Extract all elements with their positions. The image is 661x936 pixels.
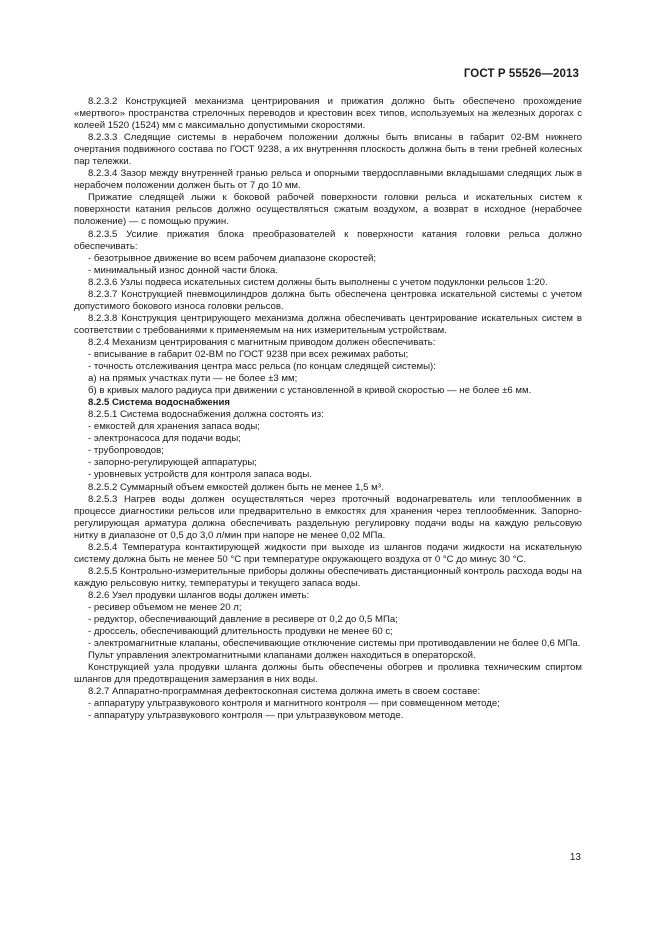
paragraph: - точность отслеживания центра масс рельса (по концам следящей системы): — [88, 361, 436, 373]
paragraph: 8.2.4 Механизм центрирования с магнитным приводом должен обеспечивать: — [88, 336, 436, 348]
paragraph: 8.2.7 Аппаратно-программная дефектоскопная система должна иметь в своем составе: — [88, 686, 481, 698]
paragraph: Прижатие следящей лыжи к боковой рабочей поверхности головки рельса и искательных систем к поверхности катания рельсов должно осуществляться сжатым воздухом, а возврат в исходное (нерабочее положение) — с помощью пружин. — [74, 192, 582, 228]
document-body — [74, 96, 582, 722]
page-header-title: ГОСТ Р 55526—2013 — [463, 68, 579, 80]
paragraph: 8.2.3.2 Конструкцией механизма центрирования и прижатия должно быть обеспечено прохождение «мертвого» пространства стрелочных переводов и крестовин всех типов, используемых на железных дорогах с колеей 1520 (1524) мм с максимально допустимыми скоростями. — [74, 96, 582, 132]
page-number: 13 — [569, 852, 581, 863]
paragraph: - ресивер объемом не менее 20 л; — [88, 601, 242, 613]
paragraph: б) в кривых малого радиуса при движении с установленной в кривой скоростью — не более ±6 мм. — [88, 385, 532, 397]
paragraph: - минимальный износ донной части блока. — [88, 264, 279, 276]
paragraph: - емкостей для хранения запаса воды; — [88, 421, 260, 433]
paragraph: 8.2.5.4 Температура контактирующей жидкости при выходе из шлангов подачи жидкости на искательную систему должна быть не менее 50 °С при температуре окружающего воздуха от 0 °С до минус 30 °С. — [74, 541, 582, 565]
paragraph: 8.2.3.6 Узлы подвеса искательных систем должны быть выполнены с учетом подуклонки рельсов 1:20. — [88, 276, 548, 288]
paragraph: 8.2.5.2 Суммарный объем емкостей должен быть не менее 1,5 м³. — [88, 481, 384, 493]
paragraph: - трубопроводов; — [88, 445, 164, 457]
paragraph: - вписывание в габарит 02-ВМ по ГОСТ 9238 при всех режимах работы; — [88, 348, 409, 360]
paragraph: 8.2.5.5 Контрольно-измерительные приборы должны обеспечивать дистанционный контроль расхода воды на каждую рельсовую нитку, температуры и текущего запаса воды. — [74, 565, 582, 589]
paragraph: - запорно-регулирующей аппаратуры; — [88, 457, 257, 469]
paragraph: Конструкцией узла продувки шланга должны быть обеспечены обогрев и проливка техническим спиртом шлангов для предотвращения замерзания в них воды. — [74, 662, 582, 686]
paragraph: - уровневых устройств для контроля запаса воды. — [88, 469, 312, 481]
paragraph: 8.2.6 Узел продувки шлангов воды должен иметь: — [88, 589, 310, 601]
section-heading: 8.2.5 Система водоснабжения — [88, 397, 230, 409]
paragraph: 8.2.5.3 Нагрев воды должен осуществляться через проточный водонагреватель или теплообменник в процессе диагностики рельсов или предварительно в емкостях для хранения через теплообменник. Запорно-регулирующая арматура должна обеспечивать раздельную регулировку подачи воды на каждую рельсовую нитку в диапазоне от 0,5 до 3,0 л/мин при напоре не менее 0,02 МПа. — [74, 493, 582, 541]
paragraph: - дроссель, обеспечивающий длительность продувки не менее 60 с; — [88, 626, 393, 638]
paragraph: 8.2.3.5 Усилие прижатия блока преобразователей к поверхности катания головки рельса должно обеспечивать: — [74, 228, 582, 252]
paragraph: - электронасоса для подачи воды; — [88, 433, 241, 445]
paragraph: Пульт управления электромагнитными клапанами должен находиться в операторской. — [88, 650, 476, 662]
paragraph: 8.2.3.7 Конструкцией пневмоцилиндров должна быть обеспечена центровка искательной системы с учетом допустимого бокового износа головки рельсов. — [74, 288, 582, 312]
paragraph: - редуктор, обеспечивающий давление в ресивере от 0,2 до 0,5 МПа; — [88, 614, 398, 626]
paragraph: 8.2.3.8 Конструкция центрирующего механизма должна обеспечивать центрирование искательных систем в соответствии с требованиями к применяемым на них измерительным устройствам. — [74, 312, 582, 336]
paragraph: 8.2.3.3 Следящие системы в нерабочем положении должны быть вписаны в габарит 02-ВМ нижнего очертания подвижного состава по ГОСТ 9238, а их внутренняя плоскость должна быть в тени гребней колесных пар тележки. — [74, 132, 582, 168]
paragraph: - электромагнитные клапаны, обеспечивающие отключение системы при противодавлении не более 0,6 МПа. — [88, 638, 581, 650]
paragraph: а) на прямых участках пути — не более ±3 мм; — [88, 373, 298, 385]
paragraph: - аппаратуру ультразвукового контроля и магнитного контроля — при совмещенном методе; — [88, 698, 500, 710]
paragraph: - аппаратуру ультразвукового контроля — при ультразвуковом методе. — [88, 710, 404, 722]
paragraph: - безотрывное движение во всем рабочем диапазоне скоростей; — [88, 252, 377, 264]
paragraph: 8.2.5.1 Система водоснабжения должна состоять из: — [88, 409, 324, 421]
paragraph: 8.2.3.4 Зазор между внутренней гранью рельса и опорными твердосплавными вкладышами следящих лыж в нерабочем положении должен быть от 7 до 10 мм. — [74, 168, 582, 192]
